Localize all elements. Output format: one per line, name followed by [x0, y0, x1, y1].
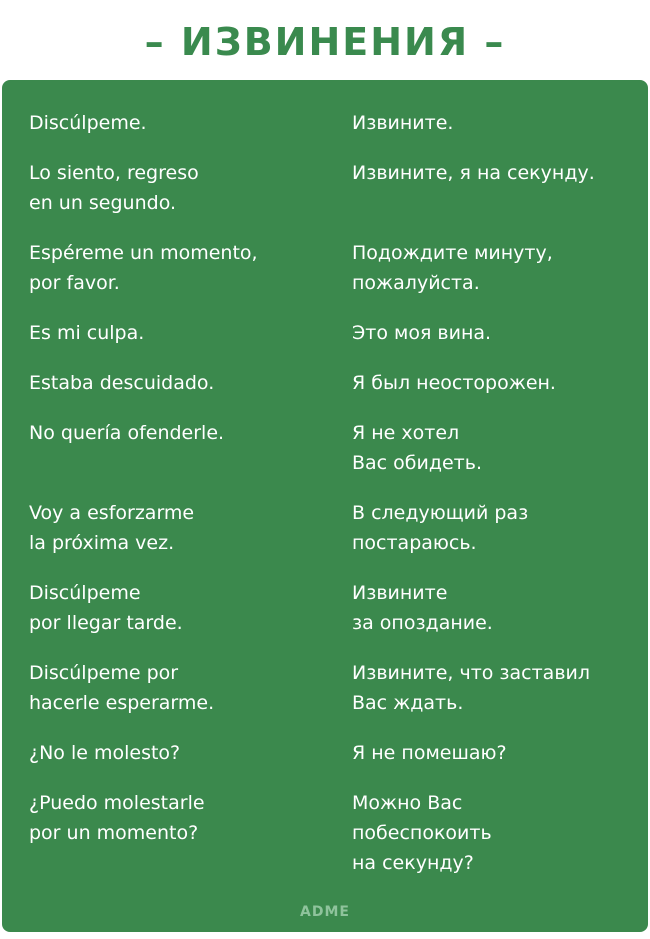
russian-translation: Я был неосторожен. — [352, 372, 556, 394]
russian-translation: Это моя вина. — [352, 322, 492, 344]
watermark-logo: ADME — [300, 904, 350, 920]
russian-translation: Подождите минуту, пожалуйста. — [352, 242, 553, 294]
spanish-phrase: Voy a esforzarme la próxima vez. — [29, 502, 195, 554]
spanish-phrase: ¿Puedo molestarle por un momento? — [29, 792, 205, 844]
russian-translation: В следующий раз постараюсь. — [352, 502, 529, 554]
spanish-phrase: Discúlpeme por llegar tarde. — [29, 582, 183, 634]
spanish-phrase: Discúlpeme. — [29, 112, 147, 134]
russian-translation: Я не помешаю? — [352, 742, 507, 764]
phrase-card — [2, 80, 648, 932]
russian-translation: Извините, я на секунду. — [352, 162, 595, 184]
spanish-phrase: Espéreme un momento, por favor. — [29, 242, 258, 294]
spanish-phrase: Es mi culpa. — [29, 322, 145, 344]
spanish-phrase: Lo siento, regreso en un segundo. — [29, 162, 199, 214]
spanish-phrase: Discúlpeme por hacerle esperarme. — [29, 662, 215, 714]
spanish-phrase: ¿No le molesto? — [29, 742, 181, 764]
spanish-phrase: No quería ofenderle. — [29, 422, 225, 444]
russian-translation: Я не хотел Вас обидеть. — [352, 422, 482, 474]
page-title: – ИЗВИНЕНИЯ – — [144, 20, 506, 64]
russian-translation: Можно Вас побеспокоить на секунду? — [352, 792, 492, 874]
russian-translation: Извините, что заставил Вас ждать. — [352, 662, 591, 714]
russian-translation: Извините за опоздание. — [352, 582, 493, 634]
spanish-phrase: Estaba descuidado. — [29, 372, 215, 394]
russian-translation: Извините. — [352, 112, 454, 134]
